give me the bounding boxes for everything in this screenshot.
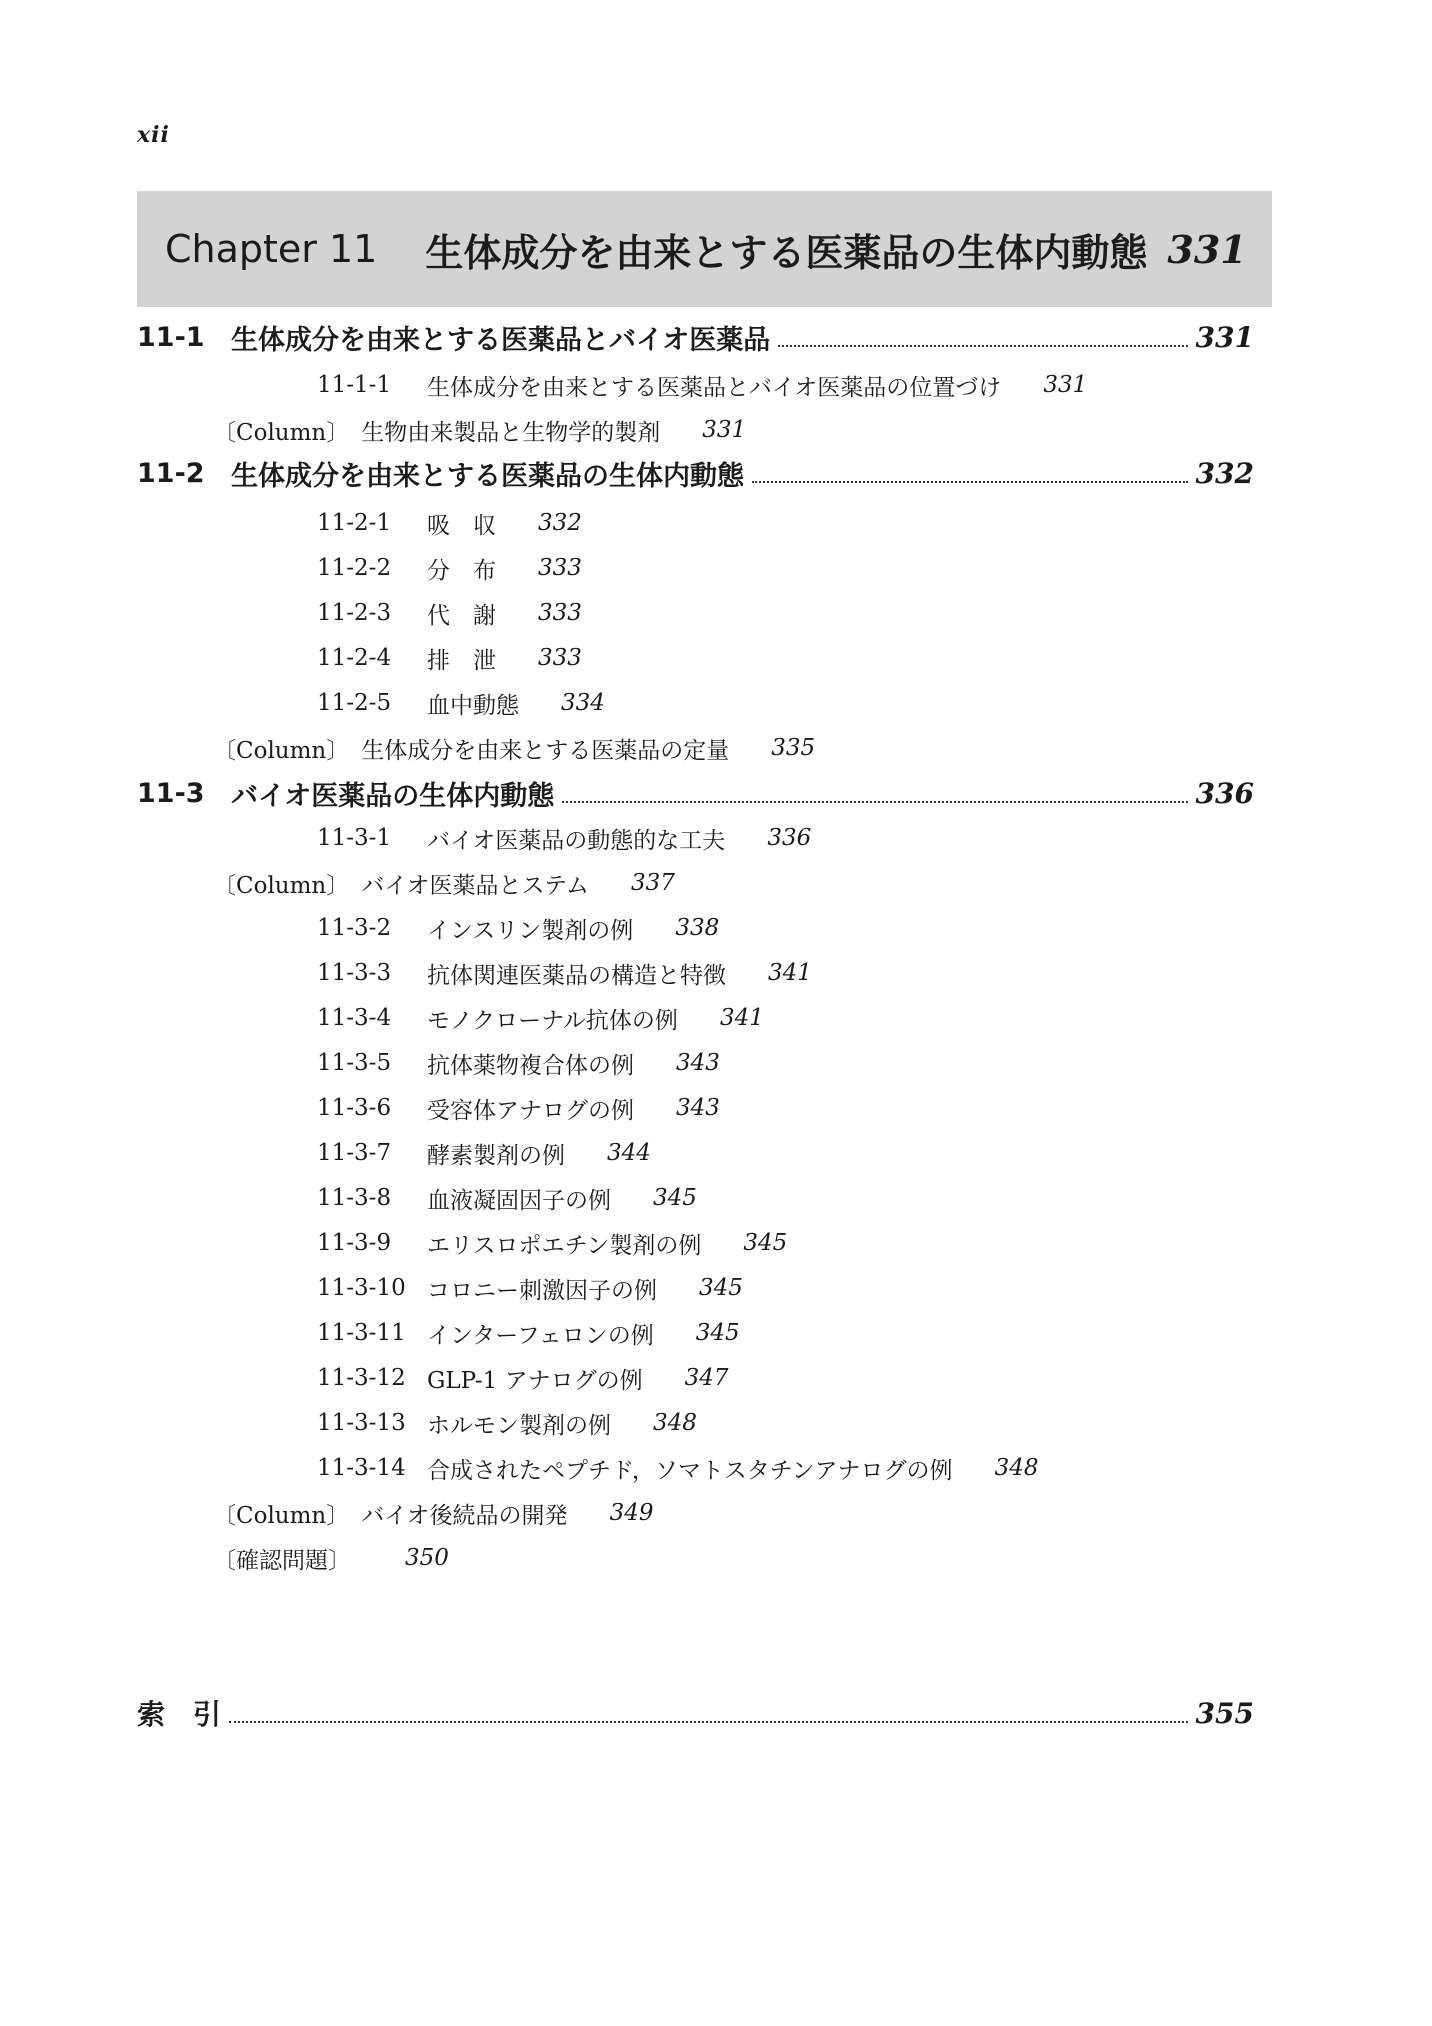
chapter-banner (137, 191, 1272, 307)
subsection-number: 11-2-1 (317, 510, 392, 536)
section-page: 336 (1195, 776, 1254, 810)
column-title: バイオ医薬品とステム (361, 872, 589, 899)
subsection-number: 11-3-14 (317, 1455, 406, 1481)
toc-column[interactable] (213, 863, 1432, 903)
section-title: 生体成分を由来とする医薬品の生体内動態 (231, 460, 744, 492)
column-tag: 〔Column〕 (213, 872, 350, 899)
column-page: 337 (630, 870, 675, 896)
subsection-page: 341 (719, 1005, 764, 1031)
subsection-title: 血液凝固因子の例 (427, 1187, 611, 1214)
subsection-page: 333 (538, 645, 582, 671)
subsection-number: 11-2-5 (317, 690, 392, 716)
subsection-page: 343 (676, 1095, 720, 1121)
dot-leader (778, 345, 1187, 347)
toc-subsection[interactable] (317, 908, 1432, 948)
dot-leader (229, 1721, 1188, 1723)
subsection-number: 11-2-4 (317, 645, 392, 671)
subsection-title: 生体成分を由来とする医薬品とバイオ医薬品の位置づけ (427, 374, 1002, 401)
subsection-title: 酵素製剤の例 (427, 1142, 565, 1169)
section-page: 332 (1195, 456, 1254, 490)
section-number: 11-1 (137, 321, 205, 353)
toc-column[interactable] (213, 1493, 1432, 1533)
toc-column[interactable] (213, 410, 1432, 450)
subsection-number: 11-3-13 (317, 1410, 406, 1436)
subsection-number: 11-3-2 (317, 915, 392, 941)
index-title: 索 引 (137, 1698, 222, 1731)
column-title: 生体成分を由来とする医薬品の定量 (361, 737, 730, 764)
subsection-number: 11-3-8 (317, 1185, 392, 1211)
subsection-number: 11-2-3 (317, 600, 392, 626)
subsection-page: 334 (561, 690, 605, 716)
toc-subsection[interactable] (317, 953, 1432, 993)
toc-subsection[interactable] (317, 1403, 1432, 1443)
dot-leader (752, 481, 1188, 483)
column-tag: 〔Column〕 (213, 419, 350, 446)
toc-subsection[interactable] (317, 1223, 1432, 1263)
subsection-number: 11-3-9 (317, 1230, 392, 1256)
subsection-title: 血中動態 (427, 692, 519, 719)
index-page: 355 (1195, 1696, 1254, 1730)
toc-subsection[interactable] (317, 1043, 1432, 1083)
toc-subsection[interactable] (317, 1268, 1432, 1308)
subsection-page: 338 (675, 915, 720, 941)
toc-subsection[interactable] (317, 1088, 1432, 1128)
subsection-page: 333 (538, 600, 582, 626)
subsection-title: 吸 収 (427, 512, 496, 539)
chapter-title: 生体成分を由来とする医薬品の生体内動態 (425, 230, 1148, 275)
subsection-number: 11-3-11 (317, 1320, 406, 1346)
column-tag: 〔確認問題〕 (213, 1547, 351, 1574)
subsection-number: 11-3-12 (317, 1365, 406, 1391)
subsection-page: 348 (653, 1410, 697, 1436)
toc-subsection[interactable] (317, 1178, 1432, 1218)
chapter-page: 331 (1167, 226, 1247, 272)
subsection-title: 抗体関連医薬品の構造と特徴 (427, 962, 726, 989)
dot-leader (562, 801, 1187, 803)
subsection-number: 11-2-2 (317, 555, 392, 581)
subsection-page: 345 (699, 1275, 743, 1301)
column-page: 349 (609, 1500, 654, 1526)
subsection-title: 受容体アナログの例 (427, 1097, 634, 1124)
toc-subsection[interactable] (317, 548, 1432, 588)
subsection-page: 336 (767, 825, 812, 851)
toc-subsection[interactable] (317, 683, 1432, 723)
subsection-page: 333 (538, 555, 582, 581)
column-tag: 〔Column〕 (213, 737, 350, 764)
subsection-title: 抗体薬物複合体の例 (427, 1052, 634, 1079)
subsection-number: 11-1-1 (317, 372, 392, 398)
toc-section[interactable] (137, 453, 1254, 493)
column-title: 生物由来製品と生物学的製剤 (361, 419, 661, 446)
subsection-title: ホルモン製剤の例 (427, 1412, 611, 1439)
subsection-title: 合成されたペプチド，ソマトスタチンアナログの例 (427, 1457, 953, 1484)
toc-subsection[interactable] (317, 1358, 1432, 1398)
subsection-page: 345 (743, 1230, 788, 1256)
section-number: 11-2 (137, 457, 205, 489)
subsection-title: 代 謝 (427, 602, 496, 629)
column-page: 350 (405, 1545, 449, 1571)
toc-subsection[interactable] (317, 593, 1432, 633)
subsection-title: インターフェロンの例 (427, 1322, 654, 1349)
toc-subsection[interactable] (317, 365, 1432, 405)
toc-column[interactable] (213, 1538, 1432, 1578)
subsection-title: コロニー刺激因子の例 (427, 1277, 657, 1304)
subsection-number: 11-3-10 (317, 1275, 406, 1301)
toc-subsection[interactable] (317, 503, 1432, 543)
toc-subsection[interactable] (317, 1448, 1432, 1488)
subsection-title: 排 泄 (427, 647, 496, 674)
subsection-number: 11-3-5 (317, 1050, 392, 1076)
subsection-title: バイオ医薬品の動態的な工夫 (427, 827, 726, 854)
toc-subsection[interactable] (317, 638, 1432, 678)
toc-subsection[interactable] (317, 818, 1432, 858)
column-title: バイオ後続品の開発 (361, 1502, 568, 1529)
subsection-page: 348 (994, 1455, 1039, 1481)
subsection-page: 343 (676, 1050, 720, 1076)
toc-column[interactable] (213, 728, 1432, 768)
subsection-page: 345 (695, 1320, 740, 1346)
subsection-page: 341 (768, 960, 812, 986)
column-tag: 〔Column〕 (213, 1502, 350, 1529)
section-number: 11-3 (137, 777, 205, 809)
subsection-page: 331 (1043, 372, 1088, 398)
subsection-page: 347 (684, 1365, 729, 1391)
column-page: 335 (771, 735, 816, 761)
subsection-number: 11-3-7 (317, 1140, 392, 1166)
subsection-number: 11-3-1 (317, 825, 392, 851)
subsection-title: モノクローナル抗体の例 (427, 1007, 678, 1034)
subsection-page: 344 (607, 1140, 651, 1166)
subsection-title: 分 布 (427, 557, 496, 584)
subsection-page: 345 (653, 1185, 697, 1211)
subsection-title: GLP-1 アナログの例 (427, 1367, 643, 1394)
toc-subsection[interactable] (317, 998, 1432, 1038)
column-page: 331 (702, 417, 747, 443)
toc-section[interactable] (137, 317, 1254, 357)
section-title: バイオ医薬品の生体内動態 (231, 780, 555, 812)
section-page: 331 (1195, 320, 1254, 354)
toc-section[interactable] (137, 773, 1254, 813)
subsection-title: エリスロポエチン製剤の例 (427, 1232, 702, 1259)
subsection-page: 332 (538, 510, 582, 536)
subsection-title: インスリン製剤の例 (427, 917, 634, 944)
subsection-number: 11-3-4 (317, 1005, 392, 1031)
section-title: 生体成分を由来とする医薬品とバイオ医薬品 (231, 324, 771, 356)
subsection-number: 11-3-3 (317, 960, 392, 986)
index-entry[interactable] (137, 1692, 1254, 1734)
page-number: xii (137, 122, 170, 148)
chapter-label: Chapter 11 (165, 227, 378, 271)
toc-subsection[interactable] (317, 1313, 1432, 1353)
subsection-number: 11-3-6 (317, 1095, 392, 1121)
toc-subsection[interactable] (317, 1133, 1432, 1173)
